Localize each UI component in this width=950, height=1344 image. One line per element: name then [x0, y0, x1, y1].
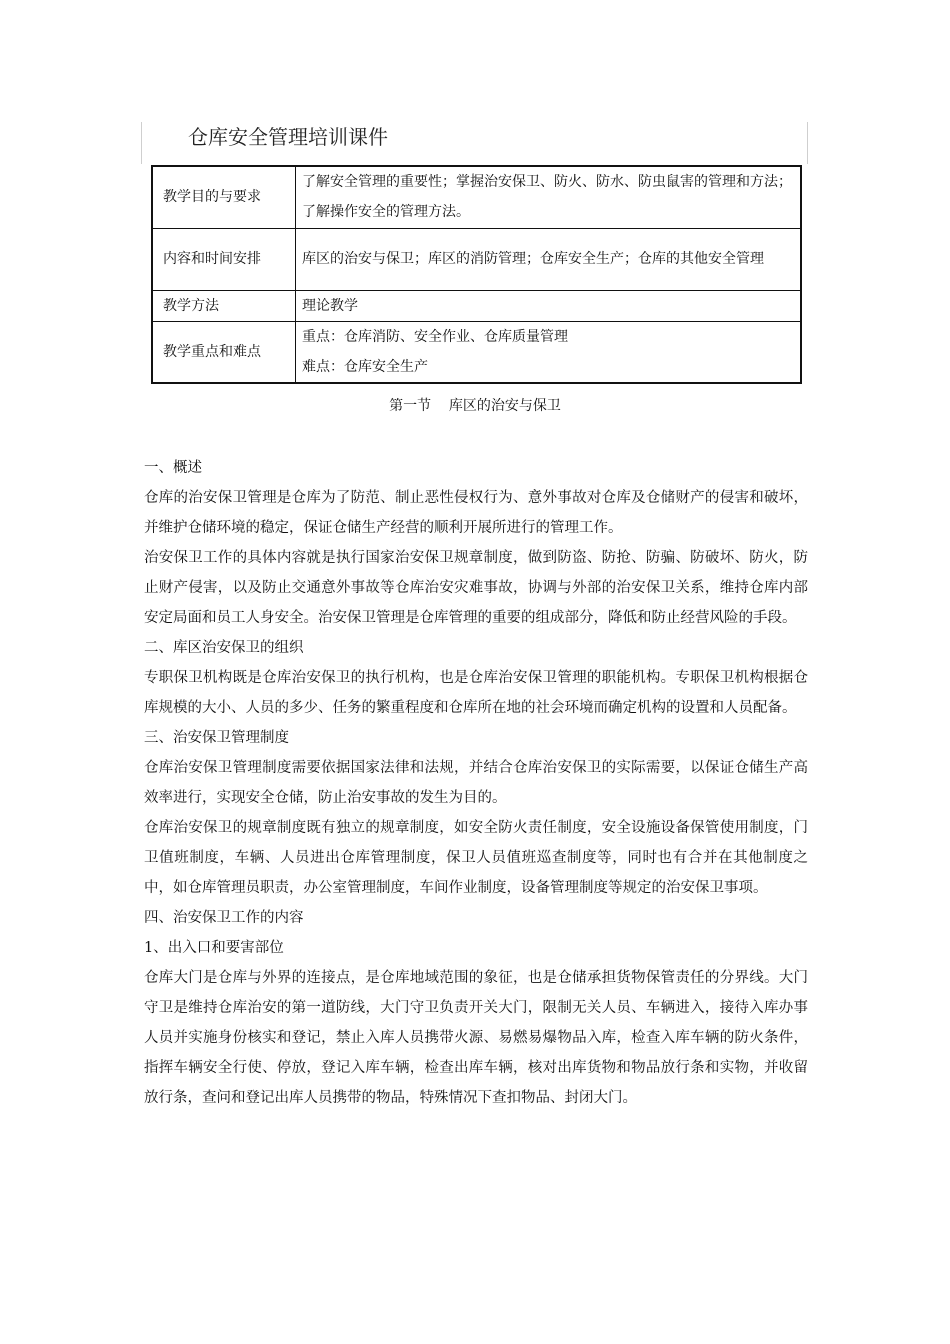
paragraph: 专职保卫机构既是仓库治安保卫的执行机构，也是仓库治安保卫管理的职能机构。专职保卫机构根据仓库规模的大小、人员的多少、任务的繁重程度和仓库所在地的社会环境而确定机构的设置和人员配备。 — [144, 670, 808, 716]
paragraph: 仓库治安保卫的规章制度既有独立的规章制度，如安全防火责任制度，安全设施设备保管使用制度，门卫值班制度，车辆、人员进出仓库管理制度，保卫人员值班巡查制度等，同时也有合并在其他制度之中，如仓库管理员职责，办公室管理制度，车间作业制度，设备管理制度等规定的治安保卫事项。 — [144, 820, 808, 896]
table-label-cell: 教学方法 — [152, 290, 296, 321]
heading-rules: 三、治安保卫管理制度 — [144, 730, 289, 746]
table-row — [152, 321, 801, 383]
heading-overview: 一、概述 — [144, 460, 202, 476]
difficulty-line: 难点：仓库安全生产 — [302, 358, 428, 375]
body-text — [144, 453, 808, 1113]
table-label-cell: 教学目的与要求 — [152, 166, 296, 228]
paragraph: 仓库大门是仓库与外界的连接点，是仓库地域范围的象征，也是仓储承担货物保管责任的分界线。大门守卫是维持仓库治安的第一道防线，大门守卫负责开关大门，限制无关人员、车辆进入，接待入库办事人员并实施身份核实和登记，禁止入库人员携带火源、易燃易爆物品入库，检查入库车辆的防火条件，指挥车辆安全行使、停放，登记入库车辆，检查出库车辆，核对出库货物和物品放行条和实物，并收留放行条，查问和登记出库人员携带的物品，特殊情况下查扣物品、封闭大门。 — [144, 970, 808, 1106]
table-label-cell: 教学重点和难点 — [152, 321, 296, 383]
table-value-cell: 理论教学 — [296, 290, 802, 321]
table-label-cell: 内容和时间安排 — [152, 228, 296, 290]
heading-organization: 二、库区治安保卫的组织 — [144, 640, 304, 656]
table-row — [152, 166, 801, 228]
course-info-table — [151, 165, 802, 384]
paragraph: 仓库治安保卫管理制度需要依据国家法律和法规，并结合仓库治安保卫的实际需要，以保证仓储生产高效率进行，实现安全仓储，防止治安事故的发生为目的。 — [144, 760, 808, 806]
table-row — [152, 290, 801, 321]
heading-work-content: 四、治安保卫工作的内容 — [144, 910, 304, 926]
table-row — [152, 228, 801, 290]
paragraph: 仓库的治安保卫管理是仓库为了防范、制止恶性侵权行为、意外事故对仓库及仓储财产的侵害和破坏，并维护仓储环境的稳定，保证仓储生产经营的顺利开展所进行的管理工作。 — [144, 490, 808, 536]
table-value-cell: 了解安全管理的重要性；掌握治安保卫、防火、防水、防虫鼠害的管理和方法；了解操作安全的管理方法。 — [296, 166, 802, 228]
subheading-entrance: 1、出入口和要害部位 — [144, 940, 284, 956]
key-point-line: 重点：仓库消防、安全作业、仓库质量管理 — [302, 328, 568, 345]
document-title: 仓库安全管理培训课件 — [188, 125, 388, 149]
table-value-cell — [296, 321, 802, 383]
paragraph: 治安保卫工作的具体内容就是执行国家治安保卫规章制度，做到防盗、防抢、防骗、防破坏、防火，防止财产侵害，以及防止交通意外事故等仓库治安灾难事故，协调与外部的治安保卫关系，维持仓库内部安定局面和员工人身安全。治安保卫管理是仓库管理的重要的组成部分，降低和防止经营风险的手段。 — [144, 550, 808, 626]
section-title: 第一节 库区的治安与保卫 — [389, 398, 561, 414]
table-value-cell: 库区的治安与保卫；库区的消防管理；仓库安全生产；仓库的其他安全管理 — [296, 228, 802, 290]
